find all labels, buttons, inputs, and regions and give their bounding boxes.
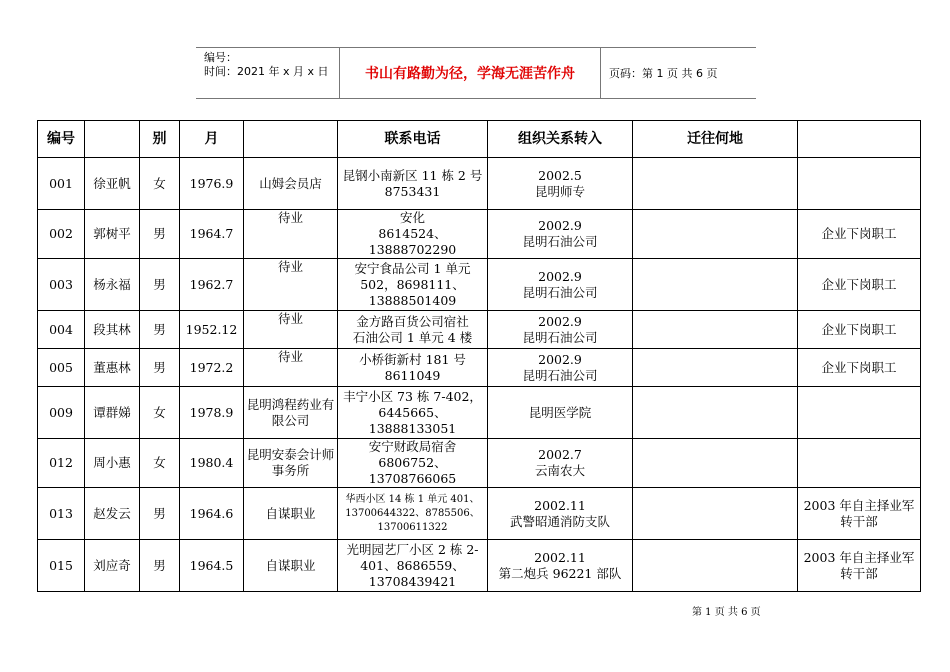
- cell-birth: 1964.7: [180, 210, 244, 259]
- cell-note: 企业下岗职工: [798, 349, 921, 387]
- table-row: [38, 387, 921, 439]
- cell-transfer: 2002.9 昆明石油公司: [488, 349, 633, 387]
- cell-sex: 女: [140, 439, 180, 488]
- cell-note: 2003 年自主择业军转干部: [798, 540, 921, 592]
- cell-transfer: 2002.7 云南农大: [488, 439, 633, 488]
- table-row: [38, 259, 921, 311]
- cell-work: 待业: [244, 259, 338, 311]
- cell-name: 徐亚帆: [85, 158, 140, 210]
- cell-sex: 男: [140, 349, 180, 387]
- cell-contact: 小桥街新村 181 号 8611049: [338, 349, 488, 387]
- cell-contact: 安化 8614524、13888702290: [338, 210, 488, 259]
- cell-note: 企业下岗职工: [798, 311, 921, 349]
- cell-contact: 安宁财政局宿舍 6806752、13708766065: [338, 439, 488, 488]
- cell-birth: 1972.2: [180, 349, 244, 387]
- cell-name: 段其林: [85, 311, 140, 349]
- cell-work: 山姆会员店: [244, 158, 338, 210]
- cell-id: 005: [38, 349, 85, 387]
- header-cell: [85, 121, 140, 158]
- cell-dest: [633, 387, 798, 439]
- cell-note: 企业下岗职工: [798, 259, 921, 311]
- cell-birth: 1964.6: [180, 488, 244, 540]
- header-cell: 编号: [38, 121, 85, 158]
- cell-birth: 1978.9: [180, 387, 244, 439]
- table-row: [38, 210, 921, 259]
- cell-name: 周小惠: [85, 439, 140, 488]
- cell-contact: 安宁食品公司 1 单元 502，8698111、13888501409: [338, 259, 488, 311]
- cell-transfer: 2002.9 昆明石油公司: [488, 311, 633, 349]
- table-row: [38, 540, 921, 592]
- cell-transfer: 2002.5 昆明师专: [488, 158, 633, 210]
- table-header-row: [38, 121, 921, 158]
- number-label: 编号：: [204, 51, 237, 64]
- header-cell: [798, 121, 921, 158]
- cell-id: 002: [38, 210, 85, 259]
- header-meta: [196, 48, 339, 98]
- cell-dest: [633, 439, 798, 488]
- cell-id: 013: [38, 488, 85, 540]
- cell-id: 012: [38, 439, 85, 488]
- header-page-label: 页码：第 1 页 共 6 页: [609, 67, 718, 80]
- cell-birth: 1976.9: [180, 158, 244, 210]
- cell-sex: 男: [140, 210, 180, 259]
- header-cell: 别: [140, 121, 180, 158]
- cell-name: 刘应奇: [85, 540, 140, 592]
- cell-work: 待业: [244, 349, 338, 387]
- document-header: [196, 47, 756, 99]
- cell-id: 001: [38, 158, 85, 210]
- header-motto: 书山有路勤为径，学海无涯苦作舟: [339, 48, 601, 98]
- time-label: 时间：2021 年 x 月 x 日: [204, 65, 329, 78]
- cell-transfer: 昆明医学院: [488, 387, 633, 439]
- cell-note: 2003 年自主择业军转干部: [798, 488, 921, 540]
- cell-sex: 女: [140, 387, 180, 439]
- cell-transfer: 2002.11 第二炮兵 96221 部队: [488, 540, 633, 592]
- cell-dest: [633, 311, 798, 349]
- cell-contact: 华西小区 14 栋 1 单元 401、13700644322、8785506、13700611322: [338, 488, 488, 540]
- cell-sex: 男: [140, 488, 180, 540]
- cell-birth: 1964.5: [180, 540, 244, 592]
- cell-dest: [633, 210, 798, 259]
- cell-dest: [633, 259, 798, 311]
- cell-note: [798, 439, 921, 488]
- cell-birth: 1962.7: [180, 259, 244, 311]
- header-cell: 组织关系转入: [488, 121, 633, 158]
- cell-work: 待业: [244, 311, 338, 349]
- cell-sex: 男: [140, 311, 180, 349]
- cell-work: 自谋职业: [244, 488, 338, 540]
- cell-dest: [633, 540, 798, 592]
- cell-name: 谭群娣: [85, 387, 140, 439]
- page-footer: 第 1 页 共 6 页: [692, 607, 761, 618]
- cell-birth: 1952.12: [180, 311, 244, 349]
- header-cell: 迁往何地: [633, 121, 798, 158]
- header-cell: 联系电话: [338, 121, 488, 158]
- cell-id: 015: [38, 540, 85, 592]
- cell-contact: 光明园艺厂小区 2 栋 2-401、8686559、13708439421: [338, 540, 488, 592]
- cell-sex: 女: [140, 158, 180, 210]
- cell-id: 004: [38, 311, 85, 349]
- cell-sex: 男: [140, 259, 180, 311]
- table-row: [38, 311, 921, 349]
- cell-dest: [633, 488, 798, 540]
- cell-name: 郭树平: [85, 210, 140, 259]
- cell-note: [798, 158, 921, 210]
- header-cell: [244, 121, 338, 158]
- cell-name: 赵发云: [85, 488, 140, 540]
- cell-transfer: 2002.9 昆明石油公司: [488, 210, 633, 259]
- cell-id: 009: [38, 387, 85, 439]
- cell-contact: 金方路百货公司宿社 石油公司 1 单元 4 楼: [338, 311, 488, 349]
- cell-transfer: 2002.9 昆明石油公司: [488, 259, 633, 311]
- cell-transfer: 2002.11 武警昭通消防支队: [488, 488, 633, 540]
- cell-dest: [633, 349, 798, 387]
- cell-note: 企业下岗职工: [798, 210, 921, 259]
- cell-contact: 昆钢小南新区 11 栋 2 号 8753431: [338, 158, 488, 210]
- cell-note: [798, 387, 921, 439]
- cell-birth: 1980.4: [180, 439, 244, 488]
- cell-id: 003: [38, 259, 85, 311]
- table-row: [38, 488, 921, 540]
- table-row: [38, 349, 921, 387]
- cell-sex: 男: [140, 540, 180, 592]
- cell-work: 昆明鸿程药业有限公司: [244, 387, 338, 439]
- cell-contact: 丰宁小区 73 栋 7-402，6445665、13888133051: [338, 387, 488, 439]
- cell-name: 董惠林: [85, 349, 140, 387]
- member-table: [37, 120, 921, 592]
- cell-dest: [633, 158, 798, 210]
- table-row: [38, 158, 921, 210]
- cell-work: 待业: [244, 210, 338, 259]
- table-row: [38, 439, 921, 488]
- cell-work: 自谋职业: [244, 540, 338, 592]
- header-cell: 月: [180, 121, 244, 158]
- cell-name: 杨永福: [85, 259, 140, 311]
- cell-work: 昆明安泰会计师事务所: [244, 439, 338, 488]
